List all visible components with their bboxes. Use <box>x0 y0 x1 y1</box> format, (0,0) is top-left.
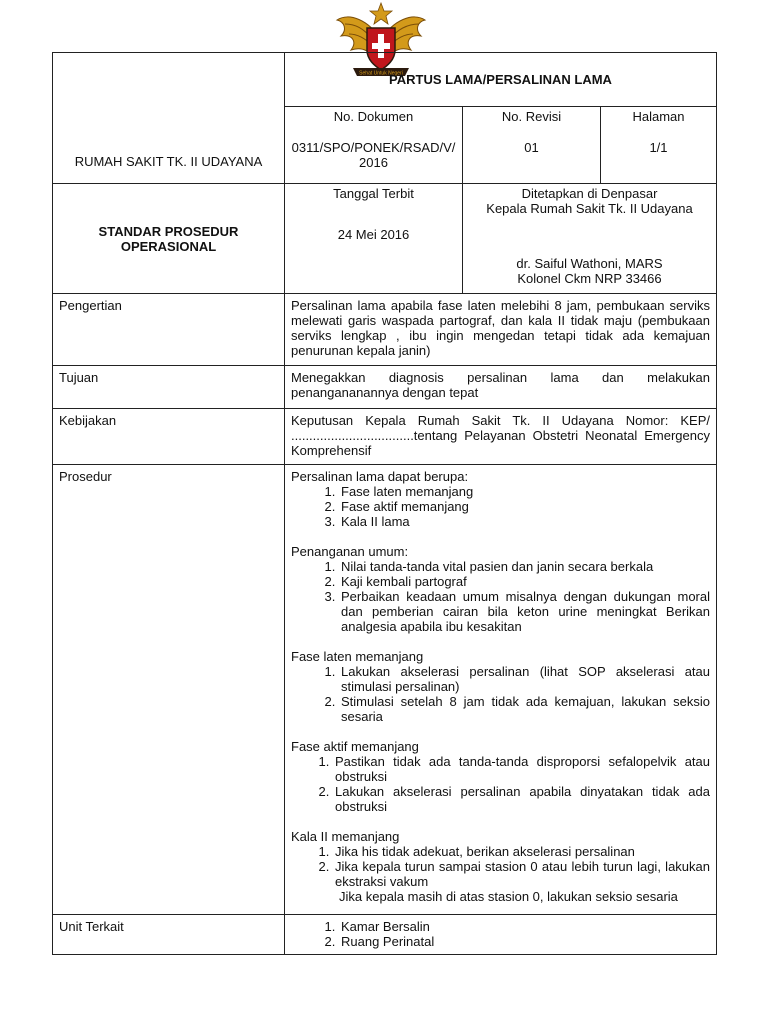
pengertian-label-cell <box>53 294 285 366</box>
prosedur-label-cell <box>53 465 285 915</box>
fase-laten-title: Fase laten memanjang <box>291 649 424 664</box>
list-item: 1. Nilai tanda-tanda vital pasien dan janin secara berkala <box>339 559 710 574</box>
ditetapkan-line2: Kepala Rumah Sakit Tk. II Udayana <box>486 201 693 216</box>
no-dokumen-cell <box>285 107 463 184</box>
unit-label-cell <box>53 915 285 955</box>
halaman-cell <box>601 107 717 184</box>
sop-document-table <box>52 52 717 955</box>
no-revisi-cell <box>463 107 601 184</box>
list-item: 1. Lakukan akselerasi persalinan (lihat SOP akselerasi atau stimulasi persalinan) <box>339 664 710 694</box>
pengertian-label: Pengertian <box>59 298 122 313</box>
prosedur-content-cell <box>285 465 717 915</box>
list-item: 2. Ruang Perinatal <box>339 934 710 949</box>
list-item: 2. Fase aktif memanjang <box>339 499 710 514</box>
pengertian-text: Persalinan lama apabila fase laten melebihi 8 jam, pembukaan serviks melewati garis waspada partograf, dan kala II tidak maju (pembukaan serviks lengkap , ibu ingin mengedan tetapi tidak ada kemajuan penurunan kepala janin) <box>291 298 710 358</box>
list-item: 1. Fase laten memanjang <box>339 484 710 499</box>
halaman-label: Halaman <box>632 109 685 124</box>
tujuan-label-cell <box>53 366 285 409</box>
hospital-name-cell <box>53 53 285 184</box>
tanggal-cell <box>285 184 463 294</box>
prosedur-intro: Persalinan lama dapat berupa: <box>291 469 469 484</box>
ditetapkan-line1: Ditetapkan di Denpasar <box>521 186 658 201</box>
halaman-value: 1/1 <box>649 140 668 155</box>
no-revisi-value: 01 <box>524 140 539 155</box>
penanganan-umum-title: Penanganan umum: <box>291 544 409 559</box>
signer-name: dr. Saiful Wathoni, MARS <box>516 256 663 271</box>
unit-list <box>291 919 710 949</box>
tanggal-label: Tanggal Terbit <box>333 186 414 201</box>
kebijakan-label-cell <box>53 409 285 465</box>
hospital-name: RUMAH SAKIT TK. II UDAYANA <box>74 154 263 169</box>
list-item: 3. Perbaikan keadaan umum misalnya dengan dukungan moral dan pemberian cairan bila keton urine meningkat Berikan analgesia apabila ibu kesakitan <box>339 589 710 634</box>
prosedur-types-list <box>291 484 710 529</box>
list-item: 1. Pastikan tidak ada tanda-tanda disproporsi sefalopelvik atau obstruksi <box>333 754 710 784</box>
penanganan-umum-list <box>291 559 710 634</box>
fase-aktif-list <box>291 754 710 814</box>
tujuan-text-cell <box>285 366 717 409</box>
no-revisi-label: No. Revisi <box>501 109 562 124</box>
list-item: 3. Kala II lama <box>339 514 710 529</box>
approval-cell <box>463 184 717 294</box>
pengertian-text-cell <box>285 294 717 366</box>
kebijakan-label: Kebijakan <box>59 413 117 428</box>
unit-items-cell <box>285 915 717 955</box>
kebijakan-text: Keputusan Kepala Rumah Sakit Tk. II Udayana Nomor: KEP/ ..................................tentang Pelayanan Obstetri Neonatal Emergency Komprehensif <box>291 413 710 458</box>
list-item: 2. Kaji kembali partograf <box>339 574 710 589</box>
list-item: 2. Stimulasi setelah 8 jam tidak ada kemajuan, lakukan seksio sesaria <box>339 694 710 724</box>
sop-label-cell <box>53 184 285 294</box>
list-item: 1. Jika his tidak adekuat, berikan akselerasi persalinan <box>333 844 710 859</box>
list-item: 2. Lakukan akselerasi persalinan apabila dinyatakan tidak ada obstruksi <box>333 784 710 814</box>
kala-ii-list <box>291 844 710 889</box>
tujuan-label: Tujuan <box>59 370 99 385</box>
sop-label: STANDAR PROSEDUR OPERASIONAL <box>98 223 239 254</box>
tanggal-value: 24 Mei 2016 <box>337 227 410 242</box>
fase-laten-list <box>291 664 710 724</box>
prosedur-label: Prosedur <box>59 469 112 484</box>
logo-banner-text: Sehat Untuk Negeri <box>359 70 403 77</box>
no-dokumen-value: 0311/SPO/PONEK/RSAD/V/2016 <box>291 140 456 170</box>
kala-ii-note: Jika kepala masih di atas stasion 0, lakukan seksio sesaria <box>339 889 678 904</box>
signer-rank: Kolonel Ckm NRP 33466 <box>517 271 662 286</box>
kala-ii-title: Kala II memanjang <box>291 829 400 844</box>
tujuan-text: Menegakkan diagnosis persalinan lama dan melakukan penangananannya dengan tepat <box>291 370 710 400</box>
list-item: 1. Kamar Bersalin <box>339 919 710 934</box>
doc-title: PARTUS LAMA/PERSALINAN LAMA <box>389 72 612 87</box>
no-dokumen-label: No. Dokumen <box>333 109 414 124</box>
list-item: 2. Jika kepala turun sampai stasion 0 atau lebih turun lagi, lakukan ekstraksi vakum <box>333 859 710 889</box>
kebijakan-text-cell <box>285 409 717 465</box>
doc-title-cell <box>285 53 717 107</box>
unit-label: Unit Terkait <box>59 919 124 934</box>
fase-aktif-title: Fase aktif memanjang <box>291 739 419 754</box>
